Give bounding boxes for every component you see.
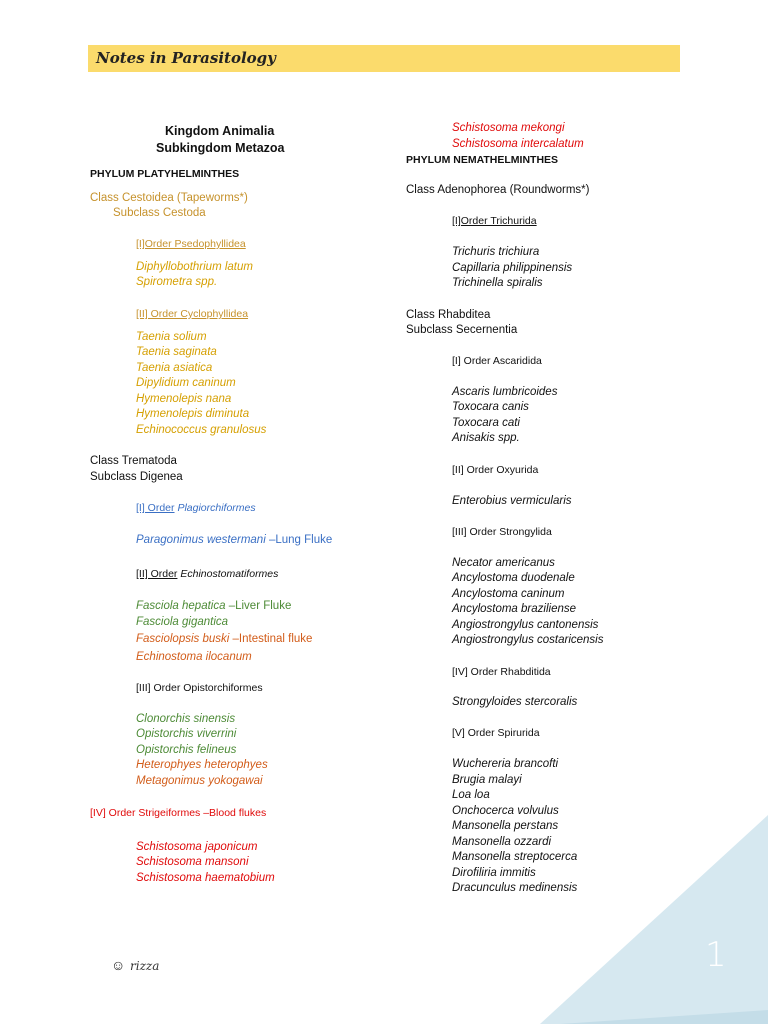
species-item: Ancylostoma braziliense (452, 603, 577, 615)
class-trematoda: Class Trematoda (90, 455, 177, 467)
species-item: Schistosoma mekongi (452, 122, 565, 134)
species-item: Angiostrongylus costaricensis (452, 634, 604, 646)
species-item: Fasciola gigantica (136, 616, 229, 628)
species-item: Schistosoma intercalatum (452, 138, 584, 150)
species-item: Toxocara canis (452, 401, 529, 413)
species-item: Anisakis spp. (452, 432, 520, 444)
species-note: –Lung Fluke (268, 534, 333, 546)
species-item: Schistosoma haematobium (136, 872, 275, 884)
species-item: Opistorchis felineus (136, 744, 237, 756)
order-spirurida: [V] Order Spirurida (452, 727, 540, 739)
species-item: Hymenolepis nana (136, 393, 232, 405)
species-item: Enterobius vermicularis (452, 495, 572, 507)
fasciolopsis-line (136, 632, 312, 646)
page-number: 1 (705, 935, 727, 975)
order-prefix: [II] Order (136, 568, 178, 580)
species-item: Angiostrongylus cantonensis (452, 619, 599, 631)
species-item: Onchocerca volvulus (452, 805, 559, 817)
header-bar (88, 45, 680, 72)
subclass-digenea: Subclass Digenea (90, 471, 183, 483)
class-cestoidea: Class Cestoidea (Tapeworms*) (90, 192, 248, 204)
species-item: Ancylostoma caninum (452, 588, 565, 600)
species-item: Trichinella spiralis (452, 277, 543, 289)
order-name: Echinostomatiformes (180, 568, 279, 580)
order-plagiorchiformes (136, 501, 256, 515)
species-name: Fasciola hepatica (136, 600, 226, 612)
species-item: Ancylostoma duodenale (452, 572, 575, 584)
species-item: Taenia saginata (136, 346, 217, 358)
order-rhabditida: [IV] Order Rhabditida (452, 666, 551, 678)
class-rhabditea: Class Rhabditea (406, 309, 491, 321)
order-cyclophyllidea: [II] Order Cyclophyllidea (136, 308, 249, 320)
paragonimus-line (136, 533, 332, 547)
subkingdom-heading: Subkingdom Metazoa (156, 141, 285, 155)
order-ascaridida: [I] Order Ascaridida (452, 355, 542, 367)
species-item: Mansonella perstans (452, 820, 559, 832)
species-note: –Intestinal fluke (232, 633, 313, 645)
smiley-icon: ☺ (111, 957, 126, 973)
species-note: –Liver Fluke (228, 600, 292, 612)
order-psedophyllidea: [I]Order Psedophyllidea (136, 238, 246, 250)
order-echinostomatiformes (136, 567, 278, 581)
page-title: Notes in Parasitology (96, 49, 276, 67)
order-opistorchiformes: [III] Order Opistorchiformes (136, 682, 263, 694)
author-signature: rizza (130, 959, 160, 973)
species-item: Strongyloides stercoralis (452, 696, 578, 708)
fasciola-hepatica-line (136, 599, 291, 613)
order-strongylida: [III] Order Strongylida (452, 526, 552, 538)
species-item: Spirometra spp. (136, 276, 218, 288)
species-item: Echinostoma ilocanum (136, 651, 252, 663)
order-strigeiformes: [IV] Order Strigeiformes –Blood flukes (90, 807, 267, 819)
order-name: Plagiorchiformes (177, 502, 256, 514)
species-item: Clonorchis sinensis (136, 713, 236, 725)
phylum-platyhelminthes: PHYLUM PLATYHELMINTHES (90, 168, 240, 180)
order-trichurida: [I]Order Trichurida (452, 215, 537, 227)
species-item: Echinococcus granulosus (136, 424, 267, 436)
species-name: Fasciolopsis buski (136, 633, 230, 645)
species-item: Opistorchis viverrini (136, 728, 237, 740)
species-item: Schistosoma mansoni (136, 856, 249, 868)
species-item: Mansonella ozzardi (452, 836, 552, 848)
species-item: Dracunculus medinensis (452, 882, 578, 894)
species-item: Metagonimus yokogawai (136, 775, 263, 787)
species-item: Loa loa (452, 789, 490, 801)
species-item: Schistosoma japonicum (136, 841, 258, 853)
species-item: Capillaria philippinensis (452, 262, 573, 274)
species-name: Paragonimus westermani (136, 534, 266, 546)
species-item: Taenia solium (136, 331, 207, 343)
class-adenophorea: Class Adenophorea (Roundworms*) (406, 184, 590, 196)
species-item: Toxocara cati (452, 417, 520, 429)
species-item: Hymenolepis diminuta (136, 408, 250, 420)
kingdom-heading: Kingdom Animalia (165, 124, 275, 138)
species-item: Mansonella streptocerca (452, 851, 578, 863)
order-prefix: [I] Order (136, 502, 175, 514)
species-item: Ascaris lumbricoides (452, 386, 558, 398)
species-item: Heterophyes heterophyes (136, 759, 268, 771)
order-oxyurida: [II] Order Oxyurida (452, 464, 539, 476)
species-item: Brugia malayi (452, 774, 522, 786)
subclass-secernentia: Subclass Secernentia (406, 324, 518, 336)
species-item: Taenia asiatica (136, 362, 213, 374)
species-item: Dirofiliria immitis (452, 867, 536, 879)
phylum-nemathelminthes: PHYLUM NEMATHELMINTHES (406, 154, 559, 166)
species-item: Trichuris trichiura (452, 246, 540, 258)
species-item: Wuchereria brancofti (452, 758, 559, 770)
species-item: Diphyllobothrium latum (136, 261, 253, 273)
species-item: Dipylidium caninum (136, 377, 236, 389)
subclass-cestoda: Subclass Cestoda (113, 207, 206, 219)
species-item: Necator americanus (452, 557, 555, 569)
